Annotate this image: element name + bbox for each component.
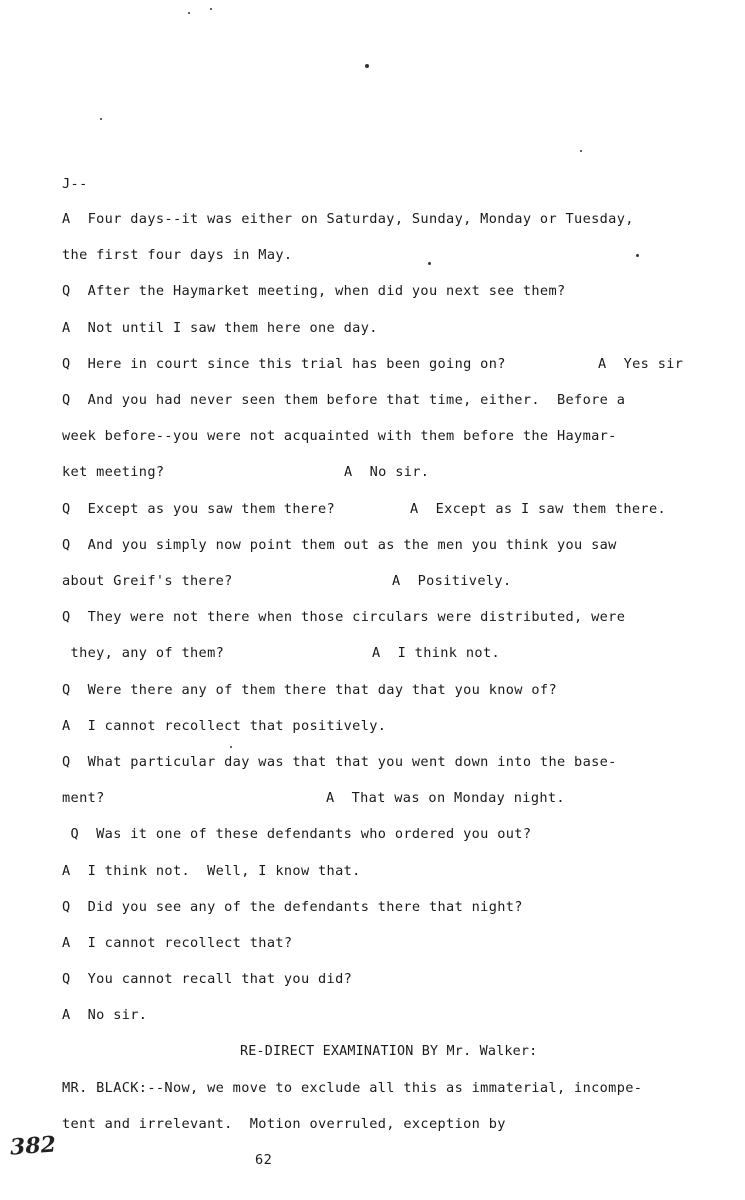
transcript-line: week before--you were not acquainted with them before the Haymar- bbox=[62, 428, 617, 444]
scan-speck bbox=[210, 8, 212, 10]
transcript-line: Q What particular day was that that you went down into the base- bbox=[62, 754, 617, 770]
transcript-line: A I think not. Well, I know that. bbox=[62, 863, 361, 879]
transcript-line: A I cannot recollect that positively. bbox=[62, 718, 387, 734]
closing-line: tent and irrelevant. Motion overruled, exception by bbox=[62, 1116, 506, 1132]
scan-speck bbox=[188, 12, 190, 14]
transcript-line: Q Did you see any of the defendants there that night? bbox=[62, 899, 523, 915]
closing-line: MR. BLACK:--Now, we move to exclude all this as immaterial, incompe- bbox=[62, 1080, 643, 1096]
scan-speck bbox=[428, 262, 431, 265]
transcript-line: they, any of them? bbox=[62, 645, 225, 661]
transcript-line: Q Except as you saw them there? bbox=[62, 501, 336, 517]
transcript-answer: A I think not. bbox=[372, 645, 501, 661]
transcript-line: A I cannot recollect that? bbox=[62, 935, 293, 951]
scan-speck bbox=[230, 746, 232, 748]
scan-speck bbox=[100, 118, 102, 120]
transcript-answer: A Yes sir bbox=[598, 356, 684, 372]
transcript-answer: A No sir. bbox=[344, 464, 430, 480]
handwritten-folio-number: 382 bbox=[9, 1131, 57, 1161]
transcript-line: Q Were there any of them there that day that you know of? bbox=[62, 682, 557, 698]
transcript-line: A Four days--it was either on Saturday, Sunday, Monday or Tuesday, bbox=[62, 211, 634, 227]
transcript-line: Q They were not there when those circulars were distributed, were bbox=[62, 609, 626, 625]
transcript-line: Q And you had never seen them before that time, either. Before a bbox=[62, 392, 626, 408]
transcript-line: A No sir. bbox=[62, 1007, 148, 1023]
transcript-line: ment? bbox=[62, 790, 105, 806]
transcript-line: Q And you simply now point them out as the men you think you saw bbox=[62, 537, 617, 553]
scan-speck bbox=[365, 64, 369, 68]
scan-speck bbox=[636, 254, 639, 257]
transcript-line: Q Was it one of these defendants who ordered you out? bbox=[62, 826, 532, 842]
transcript-answer: A That was on Monday night. bbox=[326, 790, 565, 806]
transcript-line: ket meeting? bbox=[62, 464, 165, 480]
transcript-line: Q After the Haymarket meeting, when did you next see them? bbox=[62, 283, 566, 299]
page-number: 62 bbox=[255, 1152, 273, 1168]
transcript-line: Q You cannot recall that you did? bbox=[62, 971, 353, 987]
transcript-line: A Not until I saw them here one day. bbox=[62, 320, 378, 336]
transcript-answer: A Except as I saw them there. bbox=[410, 501, 667, 517]
transcript-line: about Greif's there? bbox=[62, 573, 233, 589]
transcript-line: the first four days in May. bbox=[62, 247, 293, 263]
transcript-answer: A Positively. bbox=[392, 573, 512, 589]
transcript-line: Q Here in court since this trial has been going on? bbox=[62, 356, 506, 372]
section-heading: RE-DIRECT EXAMINATION BY Mr. Walker: bbox=[240, 1044, 538, 1059]
scan-speck bbox=[580, 150, 582, 152]
section-marker: J-- bbox=[62, 176, 88, 192]
